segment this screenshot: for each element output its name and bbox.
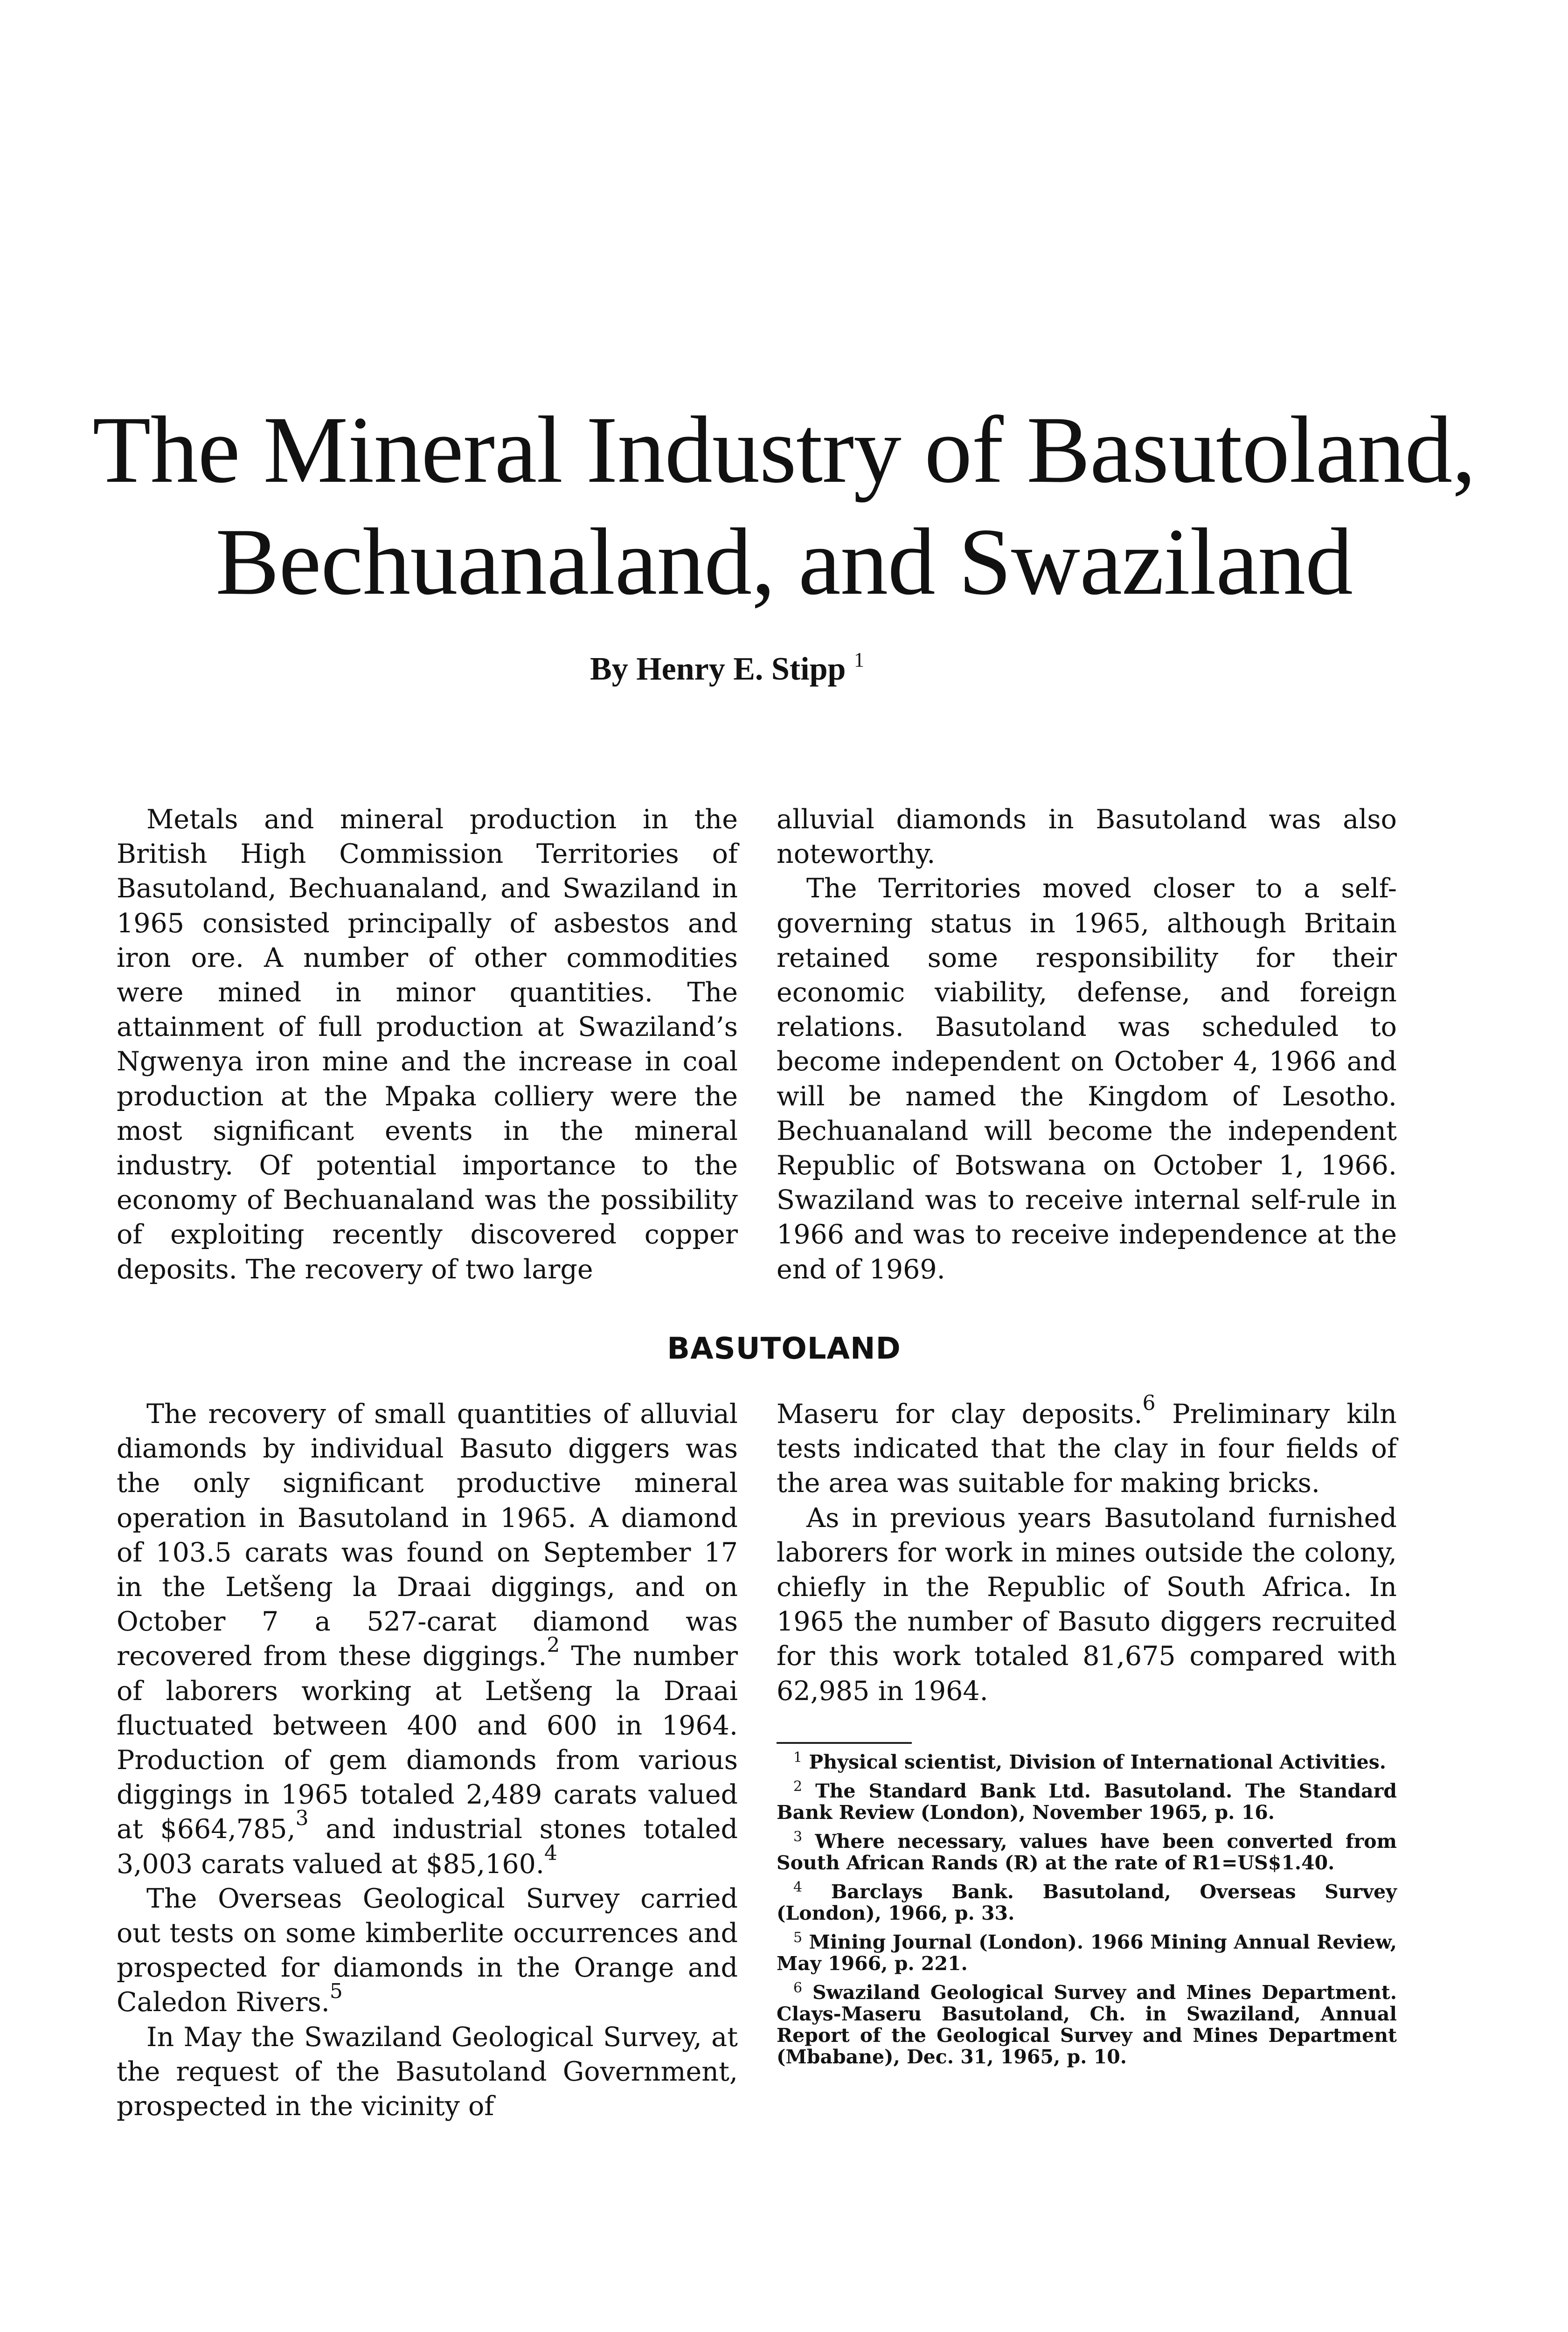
footnote xyxy=(777,1751,1397,1773)
basutoland-diamonds-paragraph xyxy=(117,1397,738,1881)
footnote-rule xyxy=(777,1742,912,1744)
overseas-survey-paragraph xyxy=(117,1881,738,2020)
footnote xyxy=(777,1931,1397,1974)
footnote-ref-5: 5 xyxy=(329,1979,343,2004)
footnote xyxy=(777,1982,1397,2068)
footnote-number: 6 xyxy=(793,1980,803,1996)
intro-paragraph: Metals and mineral production in the British High Commission Territories of Basutoland, Bechuanaland, and Swaziland in 1965 consisted principally of asbestos and iron ore. A number of other commodities were mined in minor quantities. The attainment of full production at Swaziland’s Ngwenya iron mine and the increase in coal production at the Mpaka colliery were the most significant events in the mineral industry. Of potential importance to the economy of Bechuanaland was the possibility of exploiting recently discovered copper deposits. The recovery of two large xyxy=(117,804,738,1285)
footnote-text: Barclays Bank. Basutoland, Overseas Survey (London), 1966, p. 33. xyxy=(777,1881,1397,1924)
author-footnote-ref: 1 xyxy=(853,648,864,671)
section-heading-basutoland: BASUTOLAND xyxy=(667,1332,901,1366)
footnotes-list xyxy=(777,1751,1397,2075)
footnote-ref-4: 4 xyxy=(544,1841,558,1865)
diamonds-text-b: The number of laborers working at Letšeng la Draai fluctuated between 400 and 600 in 1964. Production of gem diamonds from various diggings in 1965 totaled 2,489 carats valued at $664,785, xyxy=(117,1641,738,1845)
intro-continuation: alluvial diamonds in Basutoland was also noteworthy. xyxy=(777,804,1397,870)
laborers-paragraph: As in previous years Basutoland furnished laborers for work in mines outside the colony, chiefly in the Republic of South Africa. In 1965 the number of Basuto diggers recruited for this work totaled 81,675 compared with 62,985 in 1964. xyxy=(777,1502,1397,1707)
footnote xyxy=(777,1780,1397,1823)
footnote-number: 2 xyxy=(793,1778,803,1795)
author-byline xyxy=(590,648,864,688)
basutoland-right-column xyxy=(777,1391,1397,1708)
basutoland-left-column xyxy=(117,1397,738,2124)
clay-text-b: Preliminary kiln tests indicated that the clay in four fields of the area was suitable for making bricks. xyxy=(777,1399,1397,1499)
footnote-text: Swaziland Geological Survey and Mines Department. Clays-Maseru Basutoland, Ch. in Swaziland, Annual Report of the Geological Survey and Mines Department (Mbabane), Dec. 31, 1965, p. 10. xyxy=(777,1981,1397,2068)
footnote xyxy=(777,1831,1397,1874)
title-line-2: Bechuanaland, and Swaziland xyxy=(215,509,1353,615)
footnote-text: Mining Journal (London). 1966 Mining Annual Review, May 1966, p. 221. xyxy=(777,1931,1397,1975)
footnote-text: Where necessary, values have been converted from South African Rands (R) at the rate of R1=US$1.40. xyxy=(777,1830,1397,1874)
intro-right-column xyxy=(777,802,1397,1287)
swaziland-survey-paragraph: In May the Swaziland Geological Survey, at the request of the Basutoland Government, prospected in the vicinity of xyxy=(117,2021,738,2122)
footnote-ref-2: 2 xyxy=(547,1633,560,1658)
footnote-number: 5 xyxy=(793,1929,803,1946)
article-title xyxy=(0,394,1568,618)
author-name: By Henry E. Stipp xyxy=(590,651,846,687)
footnote-number: 4 xyxy=(793,1879,803,1895)
footnote-number: 1 xyxy=(793,1749,803,1766)
clay-text-a: Maseru for clay deposits. xyxy=(777,1399,1143,1430)
footnote-number: 3 xyxy=(793,1829,803,1845)
footnote xyxy=(777,1881,1397,1924)
clay-continuation xyxy=(777,1391,1397,1501)
footnote-text: The Standard Bank Ltd. Basutoland. The Standard Bank Review (London), November 1965, p. 16. xyxy=(777,1780,1397,1824)
diamonds-text-a: The recovery of small quantities of alluvial diamonds by individual Basuto diggers was the only significant productive mineral operation in Basutoland in 1965. A diamond of 103.5 carats was found on September 17 in the Letšeng la Draai diggings, and on October 7 a 527-carat diamond was recovered from these diggings. xyxy=(117,1399,738,1672)
intro-territories-paragraph: The Territories moved closer to a self-governing status in 1965, although Britain retained some responsibility for their economic viability, defense, and foreign relations. Basutoland was scheduled to become independent on October 4, 1966 and will be named the Kingdom of Lesotho. Bechuanaland will become the independent Republic of Botswana on October 1, 1966. Swaziland was to receive internal self-rule in 1966 and was to receive independence at the end of 1969. xyxy=(777,873,1397,1285)
footnote-ref-3: 3 xyxy=(295,1806,309,1831)
overseas-survey-text: The Overseas Geological Survey carried out tests on some kimberlite occurrences and prospected for diamonds in the Orange and Caledon Rivers. xyxy=(117,1883,738,2018)
footnote-ref-6: 6 xyxy=(1142,1391,1156,1415)
title-line-1: The Mineral Industry of Basutoland, xyxy=(92,397,1476,503)
diamonds-text-c: and industrial stones totaled 3,003 carats valued at $85,160. xyxy=(117,1814,738,1880)
footnote-text: Physical scientist, Division of International Activities. xyxy=(809,1751,1387,1773)
intro-left-column xyxy=(117,802,738,1287)
